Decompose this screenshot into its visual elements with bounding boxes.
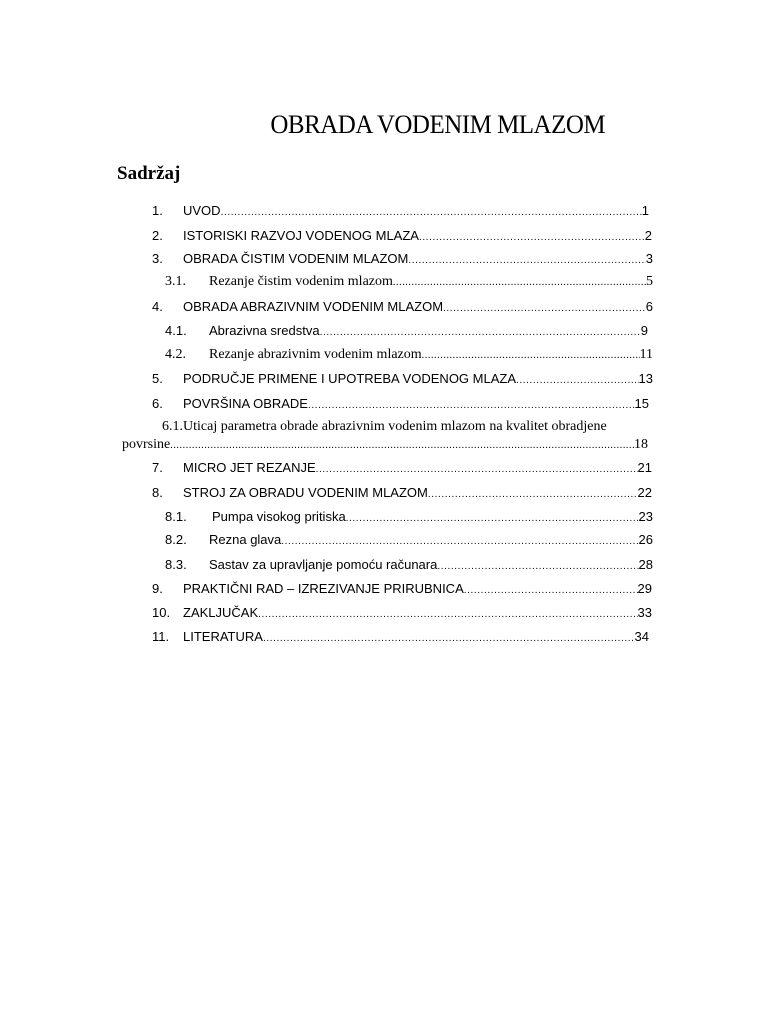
dot-leader — [419, 229, 645, 247]
toc-entry-page: 15 — [634, 396, 649, 411]
dot-leader — [408, 252, 645, 270]
toc-entry-page: 18 — [634, 437, 648, 452]
toc-entry-page: 33 — [637, 605, 652, 620]
toc-entry — [152, 370, 653, 390]
toc-entry-page: 9 — [640, 323, 648, 338]
toc-entry — [152, 250, 653, 270]
toc-entry-page: 6 — [645, 299, 653, 314]
toc-entry-title: Sastav za upravljanje pomoću računara — [209, 557, 438, 572]
toc-entry-page: 28 — [638, 557, 653, 572]
toc-entry-title: MICRO JET REZANJE — [183, 460, 316, 475]
toc-entry-page: 21 — [637, 460, 652, 475]
dot-leader — [443, 300, 646, 318]
toc-entry-title: OBRADA ABRAZIVNIM VODENIM MLAZOM — [183, 299, 444, 314]
toc-entry-title: Rezanje abrazivnim vodenim mlazom — [209, 347, 422, 362]
toc-entry-number: 11. — [152, 629, 170, 644]
toc-entry-page: 11 — [639, 347, 653, 362]
toc-entry-number: 2. — [152, 228, 163, 243]
toc-entry — [165, 556, 653, 576]
toc-entry-page: 5 — [646, 274, 653, 289]
toc-entry-number: 4. — [152, 299, 163, 314]
toc-entry-title: STROJ ZA OBRADU VODENIM MLAZOM — [183, 485, 428, 500]
toc-entry-page: 3 — [645, 251, 653, 266]
toc-entry-title-continuation: povrsine — [122, 437, 171, 452]
toc-entry-page: 26 — [638, 532, 653, 547]
toc-entry — [152, 459, 652, 479]
toc-entry-title: PRAKTIČNI RAD – IZREZIVANJE PRIRUBNICA — [183, 581, 464, 596]
toc-entry — [152, 484, 652, 504]
toc-entry-number: 3. — [152, 251, 163, 266]
toc-entry-title: Uticaj parametra obrade abrazivnim vodenim mlazom na kvalitet obradjene — [183, 419, 607, 434]
toc-entry-number: 7. — [152, 460, 163, 475]
toc-entry-number: 6. — [152, 396, 163, 411]
toc-entry-title: POVRŠINA OBRADE — [183, 396, 308, 411]
dot-leader — [346, 510, 639, 528]
toc-entry-number: 5. — [152, 371, 163, 386]
toc-entry-page: 2 — [644, 228, 652, 243]
toc-entry-title: UVOD — [183, 203, 221, 218]
toc-entry-number: 4.2. — [165, 347, 186, 362]
dot-leader — [316, 461, 638, 479]
dot-leader — [320, 324, 641, 342]
dot-leader — [422, 347, 640, 365]
toc-entry-title: ZAKLJUČAK — [183, 605, 259, 620]
toc-entry-number: 6.1. — [162, 419, 183, 434]
toc-entry-page: 22 — [637, 485, 652, 500]
toc-heading: Sadržaj — [117, 163, 181, 184]
toc-entry-number: 8.3. — [165, 557, 187, 572]
dot-leader — [258, 606, 637, 624]
toc-entry-number: 3.1. — [165, 274, 186, 289]
toc-entry-title: OBRADA ČISTIM VODENIM MLAZOM — [183, 251, 409, 266]
toc-entry-page: 1 — [641, 203, 649, 218]
toc-entry — [152, 580, 652, 600]
toc-entry-page: 34 — [634, 629, 649, 644]
toc-entry — [152, 227, 652, 247]
toc-entry-number: 1. — [152, 203, 163, 218]
toc-entry-page: 13 — [638, 371, 653, 386]
toc-entry — [152, 604, 652, 624]
toc-entry-number: 8. — [152, 485, 163, 500]
dot-leader — [221, 204, 642, 222]
toc-entry-title: Rezna glava — [209, 532, 282, 547]
toc-entry-title: ISTORISKI RAZVOJ VODENOG MLAZA — [183, 228, 419, 243]
toc-entry — [165, 322, 648, 342]
toc-entry — [165, 273, 653, 292]
toc-entry-number: 9. — [152, 581, 163, 596]
dot-leader — [281, 533, 638, 551]
toc-entry-page: 29 — [637, 581, 652, 596]
toc-entry-title: Abrazivna sredstva — [209, 323, 320, 338]
toc-entry — [165, 508, 653, 528]
dot-leader — [393, 274, 646, 292]
dot-leader — [263, 630, 635, 648]
toc-entry-number: 8.2. — [165, 532, 187, 547]
document-title: OBRADA VODENIM MLAZOM — [270, 110, 606, 139]
toc-entry — [152, 628, 649, 648]
dot-leader — [437, 558, 638, 576]
dot-leader — [464, 582, 638, 600]
toc-entry — [165, 531, 653, 551]
dot-leader — [428, 486, 638, 504]
toc-entry — [152, 298, 653, 318]
toc-entry-title: PODRUČJE PRIMENE I UPOTREBA VODENOG MLAZA — [183, 371, 516, 386]
dot-leader — [308, 397, 635, 415]
toc-entry-number: 8.1. — [165, 509, 187, 524]
dot-leader — [516, 372, 639, 390]
toc-entry-page: 23 — [638, 509, 653, 524]
toc-entry — [165, 346, 653, 365]
toc-entry-title: LITERATURA — [183, 629, 263, 644]
dot-leader — [170, 437, 634, 455]
toc-entry — [152, 202, 649, 222]
toc-entry-title: Rezanje čistim vodenim mlazom — [209, 274, 393, 289]
toc-entry-number: 10. — [152, 605, 171, 620]
toc-entry-title: Pumpa visokog pritiska — [212, 509, 346, 524]
toc-entry — [152, 395, 649, 415]
toc-entry-number: 4.1. — [165, 323, 187, 338]
